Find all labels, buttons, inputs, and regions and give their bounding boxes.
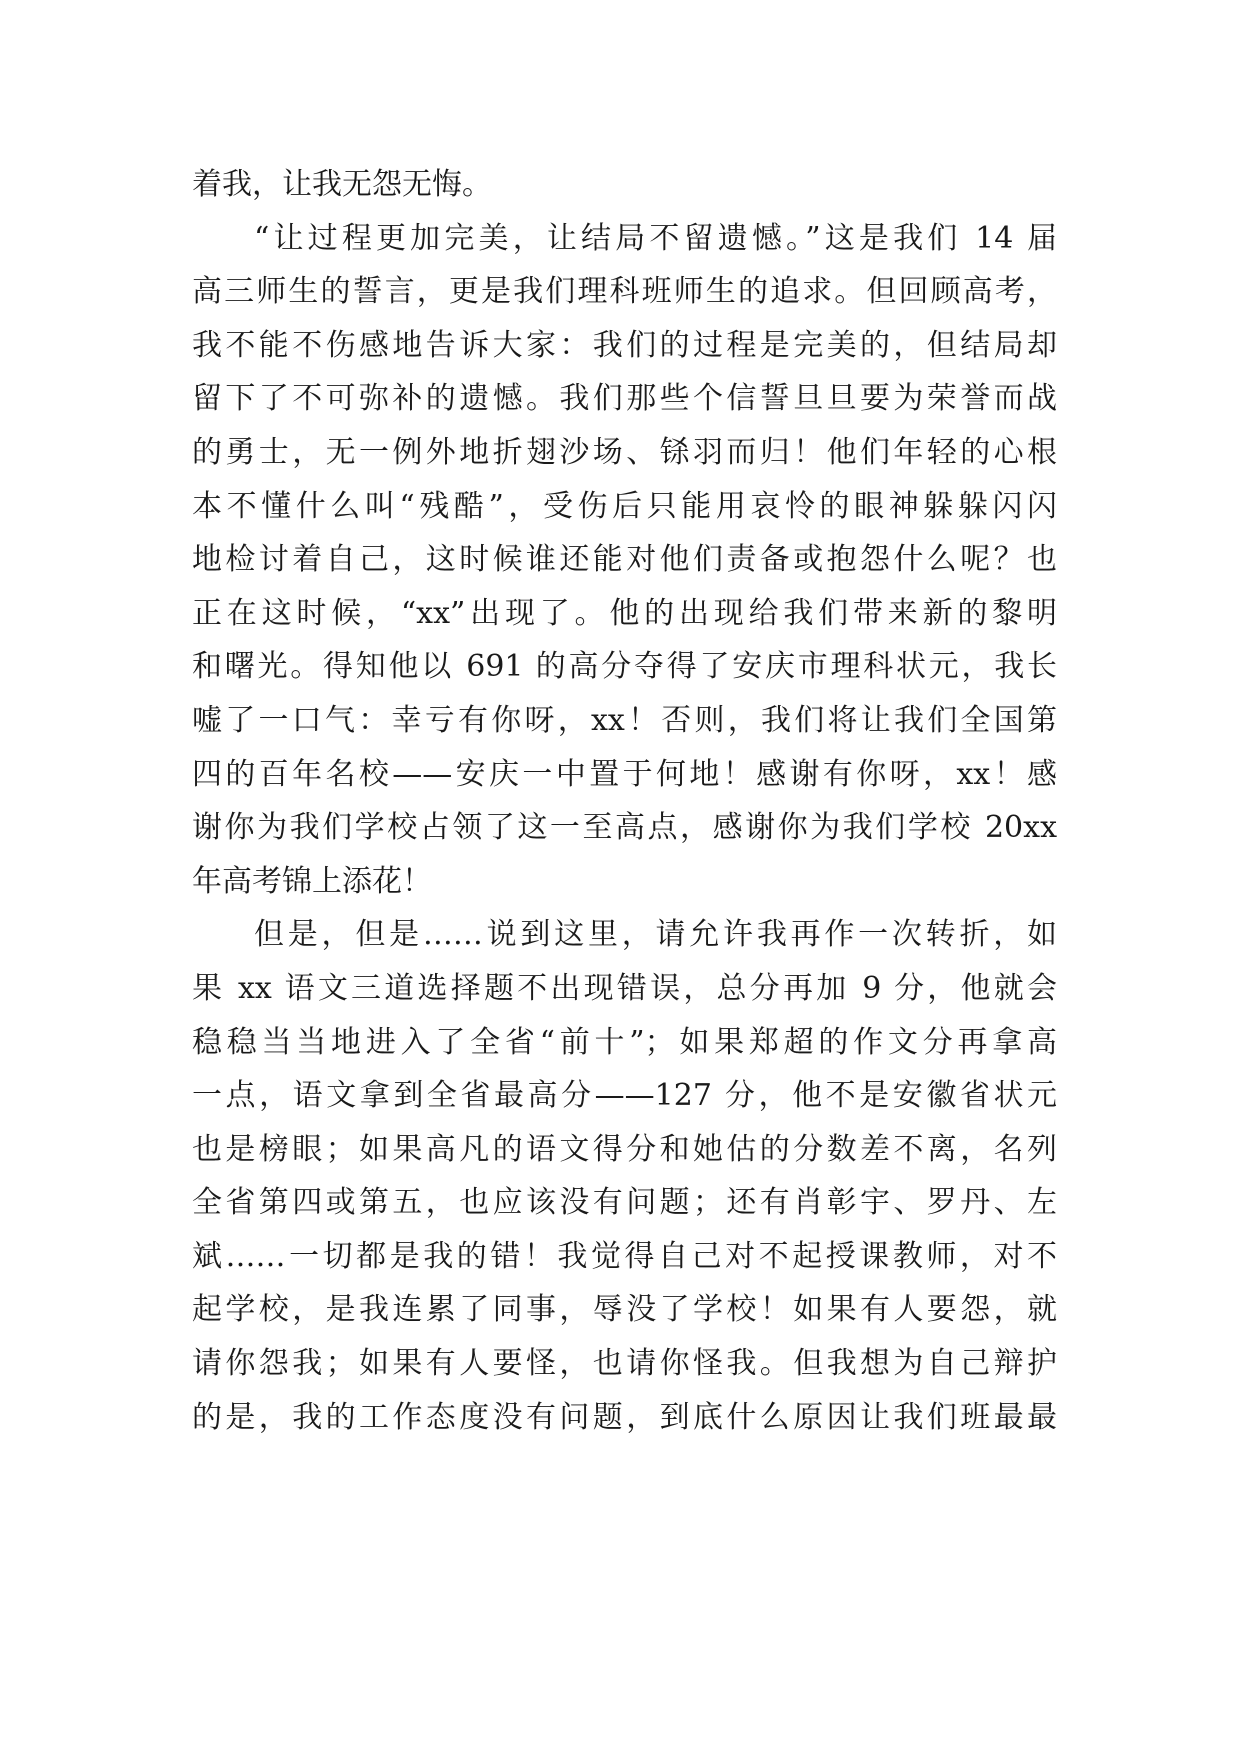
text-line: 地检讨着自己，这时候谁还能对他们责备或抱怨什么呢？也 [192, 542, 1057, 578]
text-line: 一点，语文拿到全省最高分——127 分，他不是安徽省状元 [192, 1078, 1057, 1114]
text-line: 本不懂什么叫“残酷”，受伤后只能用哀怜的眼神躲躲闪闪 [192, 488, 1057, 524]
text-line: 年高考锦上添花！ [192, 863, 432, 899]
text-line: 留下了不可弥补的遗憾。我们那些个信誓旦旦要为荣誉而战 [192, 381, 1057, 417]
text-line: 斌……一切都是我的错！我觉得自己对不起授课教师，对不 [192, 1238, 1057, 1274]
text-line: 果 xx 语文三道选择题不出现错误，总分再加 9 分，他就会 [192, 970, 1057, 1006]
text-line: 全省第四或第五，也应该没有问题；还有肖彰宇、罗丹、左 [192, 1185, 1057, 1221]
text-line: 的勇士，无一例外地折翅沙场、铩羽而归！他们年轻的心根 [192, 434, 1057, 470]
text-line: 但是，但是……说到这里，请允许我再作一次转折，如 [254, 917, 1057, 953]
text-line: 嘘了一口气：幸亏有你呀，xx！否则，我们将让我们全国第 [192, 702, 1057, 738]
text-line: 正在这时候，“xx”出现了。他的出现给我们带来新的黎明 [192, 595, 1057, 631]
text-line: 高三师生的誓言，更是我们理科班师生的追求。但回顾高考， [192, 274, 1057, 310]
text-line: 四的百年名校——安庆一中置于何地！感谢有你呀，xx！感 [192, 756, 1057, 792]
text-line: 着我，让我无怨无悔。 [192, 167, 492, 202]
text-line: 谢你为我们学校占领了这一至高点，感谢你为我们学校 20xx [192, 810, 1057, 846]
text-line: 稳稳当当地进入了全省“前十”；如果郑超的作文分再拿高 [192, 1024, 1057, 1060]
text-line: 请你怨我；如果有人要怪，也请你怪我。但我想为自己辩护 [192, 1346, 1057, 1382]
text-line: 起学校，是我连累了同事，辱没了学校！如果有人要怨，就 [192, 1292, 1057, 1328]
text-line: “让过程更加完美，让结局不留遗憾。”这是我们 14 届 [254, 220, 1057, 256]
body-text [192, 158, 1057, 1444]
text-line: 我不能不伤感地告诉大家：我们的过程是完美的，但结局却 [192, 327, 1057, 363]
text-line: 也是榜眼；如果高凡的语文得分和她估的分数差不离，名列 [192, 1131, 1057, 1167]
text-line: 和曙光。得知他以 691 的高分夺得了安庆市理科状元，我长 [192, 649, 1057, 685]
text-line: 的是，我的工作态度没有问题，到底什么原因让我们班最最 [192, 1399, 1057, 1435]
